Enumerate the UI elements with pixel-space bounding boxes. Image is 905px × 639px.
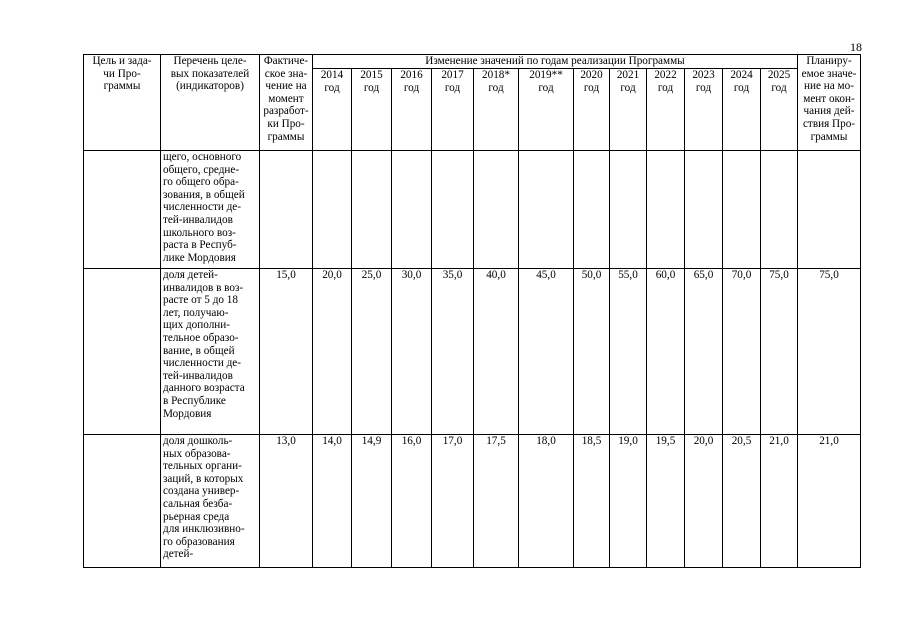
header-year: 2021 год [610, 69, 647, 151]
year-value-cell: 17,5 [474, 435, 519, 568]
year-value-cell: 21,0 [761, 435, 798, 568]
year-value-cell: 70,0 [723, 269, 761, 435]
header-year: 2019** год [519, 69, 574, 151]
table-row [84, 151, 861, 269]
year-value-cell [723, 151, 761, 269]
year-value-cell: 19,5 [647, 435, 685, 568]
year-value-cell: 17,0 [432, 435, 474, 568]
goal-cell [84, 151, 161, 269]
year-value-cell: 16,0 [392, 435, 432, 568]
table-row [84, 435, 861, 568]
header-year: 2018* год [474, 69, 519, 151]
year-value-cell: 45,0 [519, 269, 574, 435]
year-value-cell: 75,0 [761, 269, 798, 435]
header-changes-by-year: Изменение значений по годам реализации Программы [313, 55, 798, 69]
header-year: 2014 год [313, 69, 352, 151]
actual-value-cell: 15,0 [260, 269, 313, 435]
header-year: 2015 год [352, 69, 392, 151]
header-indicators: Перечень целе- вых показателей (индикаторов) [161, 55, 260, 151]
year-value-cell: 65,0 [685, 269, 723, 435]
year-value-cell [474, 151, 519, 269]
year-value-cell: 40,0 [474, 269, 519, 435]
year-value-cell [761, 151, 798, 269]
planned-value-cell: 75,0 [798, 269, 861, 435]
year-value-cell [313, 151, 352, 269]
indicator-cell: доля детей- инвалидов в воз- расте от 5 до 18 лет, получаю- щих дополни- тельное образо- вание, в общей численности де- тей-инвалидов данного возраста в Республике Мордовия [161, 269, 260, 435]
year-value-cell: 14,9 [352, 435, 392, 568]
planned-value-cell [798, 151, 861, 269]
header-planned-value: Планиру- емое значе- ние на мо- мент окон- чания дей- ствия Про- граммы [798, 55, 861, 151]
year-value-cell: 50,0 [574, 269, 610, 435]
goal-cell [84, 435, 161, 568]
year-value-cell: 14,0 [313, 435, 352, 568]
year-value-cell [685, 151, 723, 269]
year-value-cell: 20,0 [313, 269, 352, 435]
year-value-cell [647, 151, 685, 269]
year-value-cell [519, 151, 574, 269]
page-number: 18 [850, 40, 862, 54]
header-year: 2023 год [685, 69, 723, 151]
header-goal: Цель и зада- чи Про- граммы [84, 55, 161, 151]
actual-value-cell [260, 151, 313, 269]
year-value-cell [432, 151, 474, 269]
actual-value-cell: 13,0 [260, 435, 313, 568]
year-value-cell: 18,0 [519, 435, 574, 568]
year-value-cell: 25,0 [352, 269, 392, 435]
year-value-cell: 55,0 [610, 269, 647, 435]
header-year: 2025 год [761, 69, 798, 151]
year-value-cell [352, 151, 392, 269]
year-value-cell [610, 151, 647, 269]
table-row [84, 269, 861, 435]
header-actual-value: Фактиче- ское зна- чение на момент разработ- ки Про- граммы [260, 55, 313, 151]
header-year: 2024 год [723, 69, 761, 151]
year-value-cell: 19,0 [610, 435, 647, 568]
year-value-cell: 18,5 [574, 435, 610, 568]
header-year: 2016 год [392, 69, 432, 151]
year-value-cell [392, 151, 432, 269]
indicator-cell: щего, основного общего, средне- го общего обра- зования, в общей численности де- тей-инвалидов школьного воз- раста в Респуб- лике Мордовия [161, 151, 260, 269]
year-value-cell [574, 151, 610, 269]
goal-cell [84, 269, 161, 435]
year-value-cell: 35,0 [432, 269, 474, 435]
header-year: 2022 год [647, 69, 685, 151]
header-year: 2020 год [574, 69, 610, 151]
year-value-cell: 20,0 [685, 435, 723, 568]
year-value-cell: 30,0 [392, 269, 432, 435]
indicator-cell: доля дошколь- ных образова- тельных органи- заций, в которых создана универ- сальная безба- рьерная среда для инклюзивно- го образования детей- [161, 435, 260, 568]
year-value-cell: 20,5 [723, 435, 761, 568]
planned-value-cell: 21,0 [798, 435, 861, 568]
year-value-cell: 60,0 [647, 269, 685, 435]
header-year: 2017 год [432, 69, 474, 151]
indicators-table [83, 54, 861, 568]
